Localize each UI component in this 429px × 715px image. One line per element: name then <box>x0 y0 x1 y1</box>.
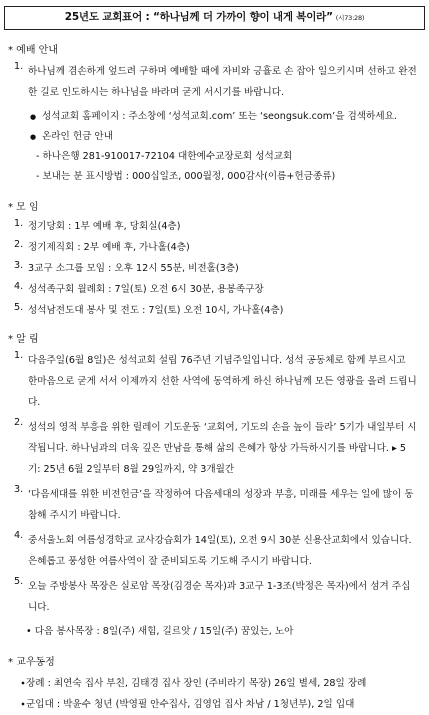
worship-heading: * 예배 안내 <box>8 45 58 56</box>
news-item <box>4 484 425 526</box>
motto-scripture-ref: (시73:28) <box>335 13 365 22</box>
news-item <box>4 417 425 480</box>
news-item <box>4 576 425 618</box>
worship-item <box>4 61 425 103</box>
item-number: 1. <box>14 61 24 72</box>
item-text: 성석족구회 월례회 : 7일(토) 오전 6시 30분, 용봉족구장 <box>28 284 264 295</box>
motto-title-box <box>4 6 425 30</box>
fellowship-section <box>4 656 425 715</box>
motto-title: 25년도 교회표어 : “하나님께 더 가까이 향이 내게 복이라” <box>64 11 333 24</box>
item-number: 3. <box>14 260 24 271</box>
next-service-text: 다음 봉사목장 : 8일(주) 새힘, 길르앗 / 15일(주) 꿈있는, 노아 <box>34 626 294 637</box>
meeting-item <box>4 281 425 298</box>
item-text: 하나님께 겸손하게 엎드려 구하며 예배할 때에 자비와 긍휼로 손 잡아 일으키시며 선하고 완전한 길로 인도하시는 하나님을 바라며 굳게 서시기를 바랍니다. <box>28 66 417 98</box>
item-text: 성석의 영적 부흥을 위한 릴레이 기도운동 ‘교회여, 기도의 손을 높이 들라’ 5기가 내일부터 시작됩니다. 하나님과의 더욱 깊은 만남을 통해 삶의 은혜가 항상 가득하시기를 바랍니다. ▸ 5기: 25년 6월 2일부터 8월 29일까지, 약 3개월간 <box>28 422 417 475</box>
item-number: 4. <box>14 530 24 541</box>
worship-section <box>4 44 425 187</box>
news-heading: * 알 림 <box>8 334 39 345</box>
sender-format-line: - 보내는 분 표시방법 : 000십일조, 000월정, 000감사(이름+헌금종류) <box>36 171 336 182</box>
news-item <box>4 530 425 572</box>
worship-bullets <box>4 107 425 147</box>
item-number: 5. <box>14 302 24 313</box>
meeting-item <box>4 260 425 277</box>
homepage-text: 성석교회 홈페이지 : 주소창에 ‘성석교회.com’ 또는 ‘seongsuk.com’을 검색하세요. <box>42 111 397 122</box>
item-text: 3교구 소그룹 모임 : 오후 12시 55분, 비전홀(3층) <box>28 263 239 274</box>
item-text: 중서울노회 여름성경학교 교사강습회가 14일(토), 오전 9시 30분 신용산교회에서 있습니다. 은혜롭고 풍성한 여름사역이 잘 준비되도록 기도해 주시기 바랍니다. <box>28 535 412 567</box>
item-text: 다음주일(6월 8일)은 성석교회 설립 76주년 기념주일입니다. 성석 공동체로 함께 부르시고 한마음으로 굳게 서서 이제까지 선한 사역에 동역하게 하신 하나님께 모든 영광을 올려 드립니다. <box>28 355 417 408</box>
bullet-icon: ● <box>30 133 37 141</box>
item-text: 정기당회 : 1부 예배 후, 당회실(4층) <box>28 221 181 232</box>
meetings-heading: * 모 임 <box>8 202 39 213</box>
item-number: 4. <box>14 281 24 292</box>
bank-account-line: - 하나은행 281-910017-72104 대한예수교장로회 성석교회 <box>36 151 293 162</box>
online-offering-text: 온라인 헌금 안내 <box>42 131 113 142</box>
item-text: 성석남전도대 봉사 및 전도 : 7일(토) 오전 10시, 가나홀(4층) <box>28 305 284 316</box>
bullet-icon: ● <box>30 113 37 121</box>
fellowship-heading: * 교우동정 <box>8 657 55 668</box>
news-item <box>4 350 425 413</box>
item-text: 오늘 주방봉사 목장은 실로암 목장(김경순 목자)과 3교구 1-3조(박정은 목자)에서 섬겨 주십니다. <box>28 581 411 613</box>
item-number: 2. <box>14 239 24 250</box>
meeting-item <box>4 239 425 256</box>
funeral-line: ∙장례 : 최연숙 집사 부친, 김태경 집사 장인 (주비라기 목장) 26일 별세, 28일 장례 <box>20 678 367 689</box>
online-offering-bullet <box>30 127 425 147</box>
item-number: 3. <box>14 484 24 495</box>
item-number: 2. <box>14 417 24 428</box>
item-text: ‘다음세대를 위한 비전헌금’을 작정하여 다음세대의 성장과 부흥, 미래를 세우는 일에 많이 동참해 주시기 바랍니다. <box>28 489 414 521</box>
bullet-icon: • <box>26 626 32 637</box>
meetings-section <box>4 201 425 319</box>
meeting-item <box>4 218 425 235</box>
item-text: 정기제직회 : 2부 예배 후, 가나홀(4층) <box>28 242 190 253</box>
next-service-line <box>4 622 425 642</box>
enlistment-line: ∙군입대 : 박윤수 청년 (박영필 안수집사, 김영업 집사 차남 / 1청년부), 2일 입대 <box>20 699 355 710</box>
item-number: 1. <box>14 350 24 361</box>
meeting-item <box>4 302 425 319</box>
item-number: 1. <box>14 218 24 229</box>
item-number: 5. <box>14 576 24 587</box>
news-section <box>4 333 425 642</box>
homepage-bullet <box>30 107 425 127</box>
